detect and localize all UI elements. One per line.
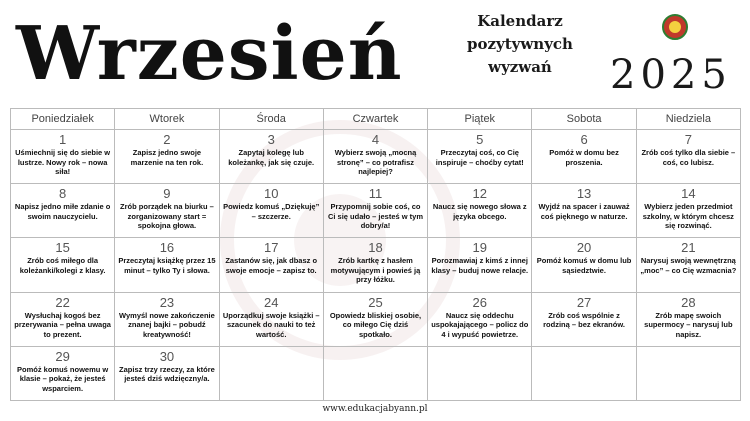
day-number: 20 (576, 240, 592, 256)
day-cell (637, 130, 741, 184)
day-challenge: Powiedz komuś „Dziękuję” – szczerze. (223, 202, 320, 221)
day-cell (11, 130, 115, 184)
day-challenge: Przeczytaj książkę przez 15 minut – tylko Ty i słowa. (118, 256, 216, 275)
day-number: 28 (681, 294, 696, 310)
weekday-saturday: Sobota (532, 109, 636, 130)
day-number: 19 (472, 240, 488, 256)
day-cell (115, 347, 219, 401)
day-cell (324, 130, 428, 184)
day-number: 26 (472, 294, 488, 310)
day-cell (428, 184, 532, 238)
day-cell (220, 130, 324, 184)
day-number: 7 (684, 132, 692, 147)
day-number: 10 (263, 186, 279, 202)
day-number: 17 (263, 240, 279, 256)
day-challenge: Zrób mapę swoich supermocy – narysuj lub napisz. (644, 310, 733, 339)
empty-cell (220, 347, 324, 401)
day-challenge: Uśmiechnij się do siebie w lustrze. Nowy rok – nowa siła! (15, 148, 111, 176)
calendar-grid (10, 108, 741, 401)
day-challenge: Narysuj swoją wewnętrzną „moc” – co Cię wzmacnia? (640, 256, 737, 275)
subtitle-line-1: Kalendarz (477, 12, 563, 30)
day-cell (532, 293, 636, 347)
day-number: 1 (59, 132, 67, 147)
day-challenge: Zrób coś miłego dla koleżanki/kolegi z klasy. (19, 256, 106, 275)
day-challenge: Zapisz jedno swoje marzenie na ten rok. (130, 148, 204, 167)
day-challenge: Przeczytaj coś, co Cię inspiruje – choćby cytat! (435, 148, 524, 167)
day-cell (637, 293, 741, 347)
day-cell (220, 238, 324, 292)
day-challenge: Pomóż w domu bez proszenia. (549, 148, 619, 167)
weekday-friday: Piątek (428, 109, 532, 130)
day-number: 25 (368, 294, 383, 310)
day-challenge: Zapisz trzy rzeczy, za które jesteś dziś wdzięczny/a. (119, 364, 215, 384)
day-number: 14 (681, 186, 696, 202)
day-cell (115, 130, 219, 184)
day-challenge: Pomóż komuś nowemu w klasie – pokaż, że jesteś wsparciem. (17, 364, 109, 393)
calendar-subtitle (440, 10, 600, 79)
day-challenge: Wysłuchaj kogoś bez przerywania – pełna uwaga to prezent. (14, 310, 111, 339)
day-cell (220, 293, 324, 347)
day-challenge: Opowiedz bliskiej osobie, co miłego Cię dziś spotkało. (329, 310, 422, 339)
day-cell (324, 238, 428, 292)
day-number: 30 (159, 348, 175, 364)
day-cell (428, 293, 532, 347)
month-title: Wrzesień (16, 11, 403, 97)
day-challenge: Uporządkuj swoje książki – szacunek do nauki to też wartość. (222, 310, 320, 339)
day-challenge: Wyjdź na spacer i zauważ coś pięknego w naturze. (538, 202, 630, 221)
day-challenge: Zrób coś tylko dla siebie – coś, co lubisz. (641, 148, 736, 167)
day-cell (115, 184, 219, 238)
day-number: 4 (371, 132, 380, 147)
day-challenge: Zrób kartkę z hasłem motywującym i powieś ją przy łóżku. (330, 256, 421, 285)
day-challenge: Wymyśl nowe zakończenie znanej bajki – pobudź kreatywność! (119, 310, 215, 339)
day-number: 27 (576, 294, 592, 310)
day-cell (428, 130, 532, 184)
empty-cell (324, 347, 428, 401)
year-label: 2025 (610, 52, 732, 98)
day-cell (637, 184, 741, 238)
day-number: 8 (59, 186, 67, 202)
day-cell (220, 184, 324, 238)
day-challenge: Wybierz swoją „mocną stronę” – co potrafisz najlepiej? (334, 148, 417, 176)
day-cell (324, 184, 428, 238)
day-challenge: Przypomnij sobie coś, co Ci się udało – jesteś w tym dobry/a! (327, 202, 424, 231)
day-number: 24 (263, 294, 279, 310)
weekday-thursday: Czwartek (324, 109, 428, 130)
empty-cell (532, 347, 636, 401)
weekday-sunday: Niedziela (637, 109, 741, 130)
website-footer: www.edukacjabyann.pl (322, 404, 428, 414)
day-number: 9 (163, 186, 171, 202)
day-number: 18 (368, 240, 383, 256)
day-number: 6 (580, 132, 588, 147)
day-cell (11, 184, 115, 238)
weekday-monday: Poniedziałek (11, 109, 115, 130)
day-cell (428, 238, 532, 292)
day-challenge: Porozmawiaj z kimś z innej klasy – buduj nowe relacje. (431, 256, 529, 275)
day-cell (532, 130, 636, 184)
school-logo (662, 14, 688, 40)
day-cell (115, 293, 219, 347)
weekday-wednesday: Środa (220, 109, 324, 130)
day-challenge: Pomóż komuś w domu lub sąsiedztwie. (536, 256, 632, 275)
day-number: 29 (55, 348, 70, 364)
day-cell (11, 293, 115, 347)
day-number: 15 (55, 240, 70, 256)
day-cell (637, 238, 741, 292)
day-number: 13 (576, 186, 592, 202)
day-number: 22 (55, 294, 70, 310)
day-number: 16 (159, 240, 175, 256)
weekday-tuesday: Wtorek (115, 109, 219, 130)
day-challenge: Zrób coś wspólnie z rodziną – bez ekranów. (543, 310, 625, 330)
day-challenge: Zastanów się, jak dbasz o swoje emocje – zapisz to. (225, 256, 318, 275)
day-challenge: Naucz się nowego słowa z języka obcego. (432, 202, 527, 221)
day-challenge: Zrób porządek na biurku – zorganizowany start = spokojna głowa. (120, 202, 214, 231)
day-cell (324, 293, 428, 347)
day-number: 5 (476, 132, 484, 147)
empty-cell (428, 347, 532, 401)
day-cell (11, 238, 115, 292)
day-number: 11 (368, 186, 383, 202)
day-cell (532, 184, 636, 238)
subtitle-line-3: wyzwań (488, 58, 552, 76)
day-cell (11, 347, 115, 401)
day-challenge: Zapytaj kolegę lub koleżankę, jak się czuje. (228, 148, 315, 167)
day-challenge: Wybierz jeden przedmiot szkolny, w którym chcesz się rozwinąć. (642, 202, 734, 231)
day-cell (532, 238, 636, 292)
empty-cell (637, 347, 741, 401)
day-challenge: Naucz się oddechu uspokajającego – policz do 4 i wypuść powietrze. (431, 310, 529, 339)
day-number: 12 (472, 186, 488, 202)
day-challenge: Napisz jedno miłe zdanie o swoim nauczycielu. (14, 202, 111, 221)
subtitle-line-2: pozytywnych (467, 35, 573, 53)
day-cell (115, 238, 219, 292)
day-number: 2 (163, 132, 171, 147)
day-number: 21 (681, 240, 696, 256)
day-number: 23 (159, 294, 175, 310)
day-number: 3 (267, 132, 275, 147)
